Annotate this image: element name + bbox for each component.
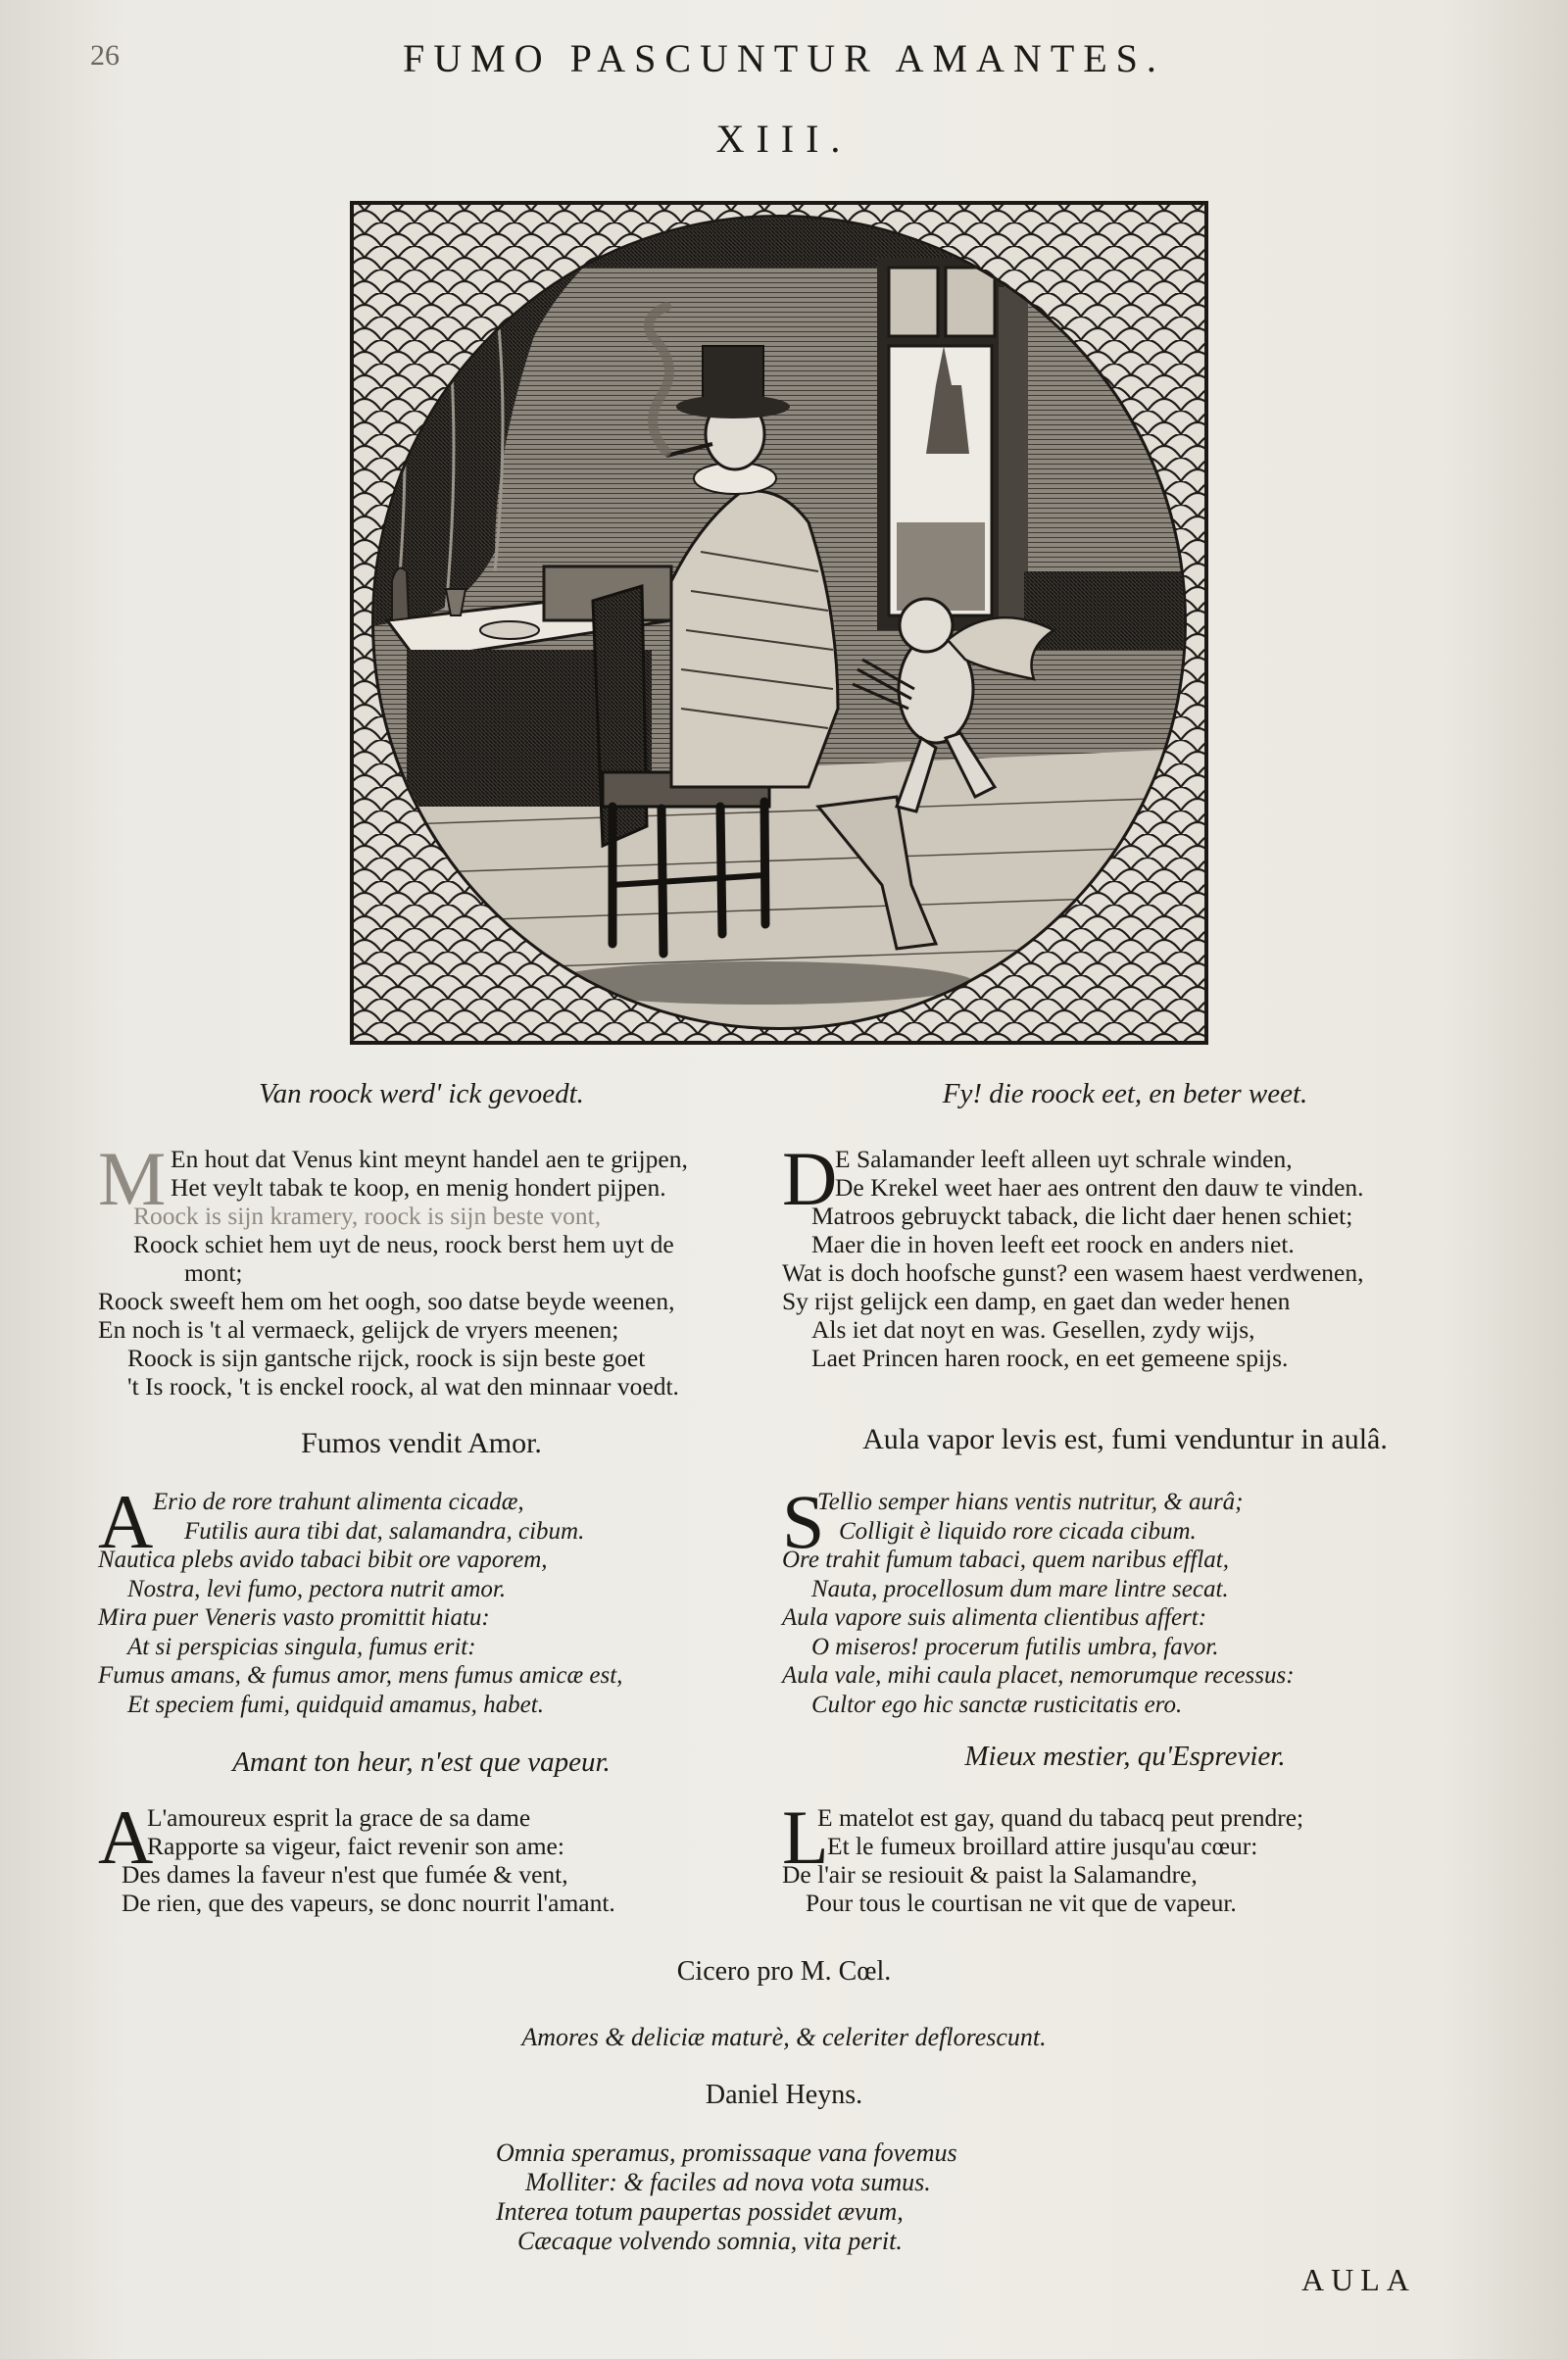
verse-line: E Salamander leeft alleen uyt schrale winden, xyxy=(835,1145,1293,1173)
dutch-verse-right xyxy=(782,1136,1448,1372)
verse-line: Tellio semper hians ventis nutritur, & aurâ; xyxy=(817,1489,1244,1515)
drop-cap: A xyxy=(98,1479,154,1564)
verse-line: Als iet dat noyt en was. Gesellen, zydy wijs, xyxy=(811,1315,1255,1344)
drop-cap: A xyxy=(98,1794,154,1880)
page-number: 26 xyxy=(90,39,120,72)
verse-line: De l'air se resiouit & paist la Salamandre, xyxy=(782,1860,1198,1889)
dutch-verse-left xyxy=(98,1136,764,1401)
cicero-quote: Amores & deliciæ maturè, & celeriter deflorescunt. xyxy=(521,2023,1047,2051)
verse-line: Rapporte sa vigeur, faict revenir son ame: xyxy=(147,1832,564,1860)
french-verse-right xyxy=(782,1794,1448,1917)
verse-line: Laet Princen haren roock, en eet gemeene spijs. xyxy=(811,1344,1289,1372)
verse-line: Wat is doch hoofsche gunst? een wasem haest verdwenen, xyxy=(782,1258,1364,1287)
verse-line: De rien, que des vapeurs, se donc nourrit l'amant. xyxy=(122,1889,615,1917)
verse-line: De Krekel weet haer aes ontrent den dauw te vinden. xyxy=(835,1173,1364,1202)
verse-line: E matelot est gay, quand du tabacq peut prendre; xyxy=(817,1803,1304,1832)
verse-line: Erio de rore trahunt alimenta cicadæ, xyxy=(153,1489,524,1515)
dutch-motto-left: Van roock werd' ick gevoedt. xyxy=(259,1078,584,1109)
drop-cap: D xyxy=(782,1136,838,1221)
verse-line: Mira puer Veneris vasto promittit hiatu: xyxy=(98,1604,490,1631)
verse-line: En noch is 't al vermaeck, gelijck de vryers meenen; xyxy=(98,1315,619,1344)
verse-line: Et speciem fumi, quidquid amamus, habet. xyxy=(127,1691,544,1718)
verse-line: Fumus amans, & fumus amor, mens fumus amicæ est, xyxy=(98,1662,623,1689)
catchword: AULA xyxy=(1301,2262,1416,2297)
dutch-motto-right: Fy! die roock eet, en beter weet. xyxy=(942,1078,1308,1109)
verse-line: Roock schiet hem uyt de neus, roock berst hem uyt de xyxy=(133,1230,674,1258)
verse-line: 't Is roock, 't is enckel roock, al wat den minnaar voedt. xyxy=(127,1372,679,1401)
running-title: FUMO PASCUNTUR AMANTES. xyxy=(403,36,1165,80)
french-verse-left xyxy=(98,1794,764,1917)
verse-line: Cæcaque volvendo somnia, vita perit. xyxy=(517,2227,903,2255)
verse-line: Sy rijst gelijck een damp, en gaet dan weder henen xyxy=(782,1287,1291,1315)
drop-cap: M xyxy=(98,1136,167,1221)
cicero-source: Cicero pro M. Cœl. xyxy=(676,1956,892,1987)
verse-line: Nostra, levi fumo, pectora nutrit amor. xyxy=(127,1575,507,1602)
verse-line: L'amoureux esprit la grace de sa dame xyxy=(147,1803,531,1832)
drop-cap: S xyxy=(782,1479,825,1564)
verse-line: Ore trahit fumum tabaci, quem naribus efflat, xyxy=(782,1547,1229,1573)
verse-line: Maer die in hoven leeft eet roock en anders niet. xyxy=(811,1230,1295,1258)
heinsius-source: Daniel Heyns. xyxy=(705,2080,863,2110)
latin-verse-right xyxy=(782,1479,1448,1719)
heinsius-verse xyxy=(496,2138,1084,2256)
verse-line: Aula vapore suis alimenta clientibus affert: xyxy=(782,1604,1207,1631)
verse-line: Omnia speramus, promissaque vana fovemus xyxy=(496,2138,957,2167)
verse-line: En hout dat Venus kint meynt handel aen te grijpen, xyxy=(171,1145,688,1173)
verse-line: Matroos gebruyckt taback, die licht daer henen schiet; xyxy=(811,1202,1353,1230)
verse-line: Futilis aura tibi dat, salamandra, cibum. xyxy=(184,1517,585,1545)
verse-line: Aula vale, mihi caula placet, nemorumque recessus: xyxy=(782,1662,1295,1689)
verse-line: Colligit è liquido rore cicada cibum. xyxy=(839,1517,1197,1545)
verse-line: Pour tous le courtisan ne vit que de vapeur. xyxy=(806,1889,1237,1917)
emblem-number: XIII. xyxy=(715,117,853,161)
french-title-left: Amant ton heur, n'est que vapeur. xyxy=(232,1746,611,1778)
left-column xyxy=(88,1078,755,1110)
verse-line: Molliter: & faciles ad nova vota sumus. xyxy=(525,2168,931,2196)
verse-line: Het veylt tabak te koop, en menig hondert pijpen. xyxy=(171,1173,666,1202)
verse-line: Roock is sijn gantsche rijck, roock is sijn beste goet xyxy=(127,1344,646,1372)
latin-title-right: Aula vapor levis est, fumi venduntur in aulâ. xyxy=(862,1423,1388,1455)
verse-line: Cultor ego hic sanctæ rusticitatis ero. xyxy=(811,1691,1183,1718)
verse-line: Interea totum paupertas possidet ævum, xyxy=(496,2197,904,2226)
verse-line: At si perspicias singula, fumus erit: xyxy=(127,1633,476,1660)
verse-line: mont; xyxy=(184,1258,243,1287)
verse-line: Nautica plebs avido tabaci bibit ore vaporem, xyxy=(98,1547,548,1573)
emblem-engraving xyxy=(348,199,1210,1047)
latin-verse-left xyxy=(98,1479,764,1719)
verse-line: Nauta, procellosum dum mare lintre secat. xyxy=(811,1575,1229,1602)
latin-title-left: Fumos vendit Amor. xyxy=(301,1427,542,1459)
verse-line: Roock is sijn kramery, roock is sijn beste vont, xyxy=(133,1202,602,1230)
verse-line: O miseros! procerum futilis umbra, favor. xyxy=(811,1633,1219,1660)
verse-line: Roock sweeft hem om het oogh, soo datse beyde weenen, xyxy=(98,1287,675,1315)
french-title-right: Mieux mestier, qu'Esprevier. xyxy=(964,1741,1286,1772)
drop-cap: L xyxy=(782,1794,829,1880)
verse-line: Des dames la faveur n'est que fumée & vent, xyxy=(122,1860,568,1889)
verse-line: Et le fumeux broillard attire jusqu'au cœur: xyxy=(827,1832,1258,1860)
